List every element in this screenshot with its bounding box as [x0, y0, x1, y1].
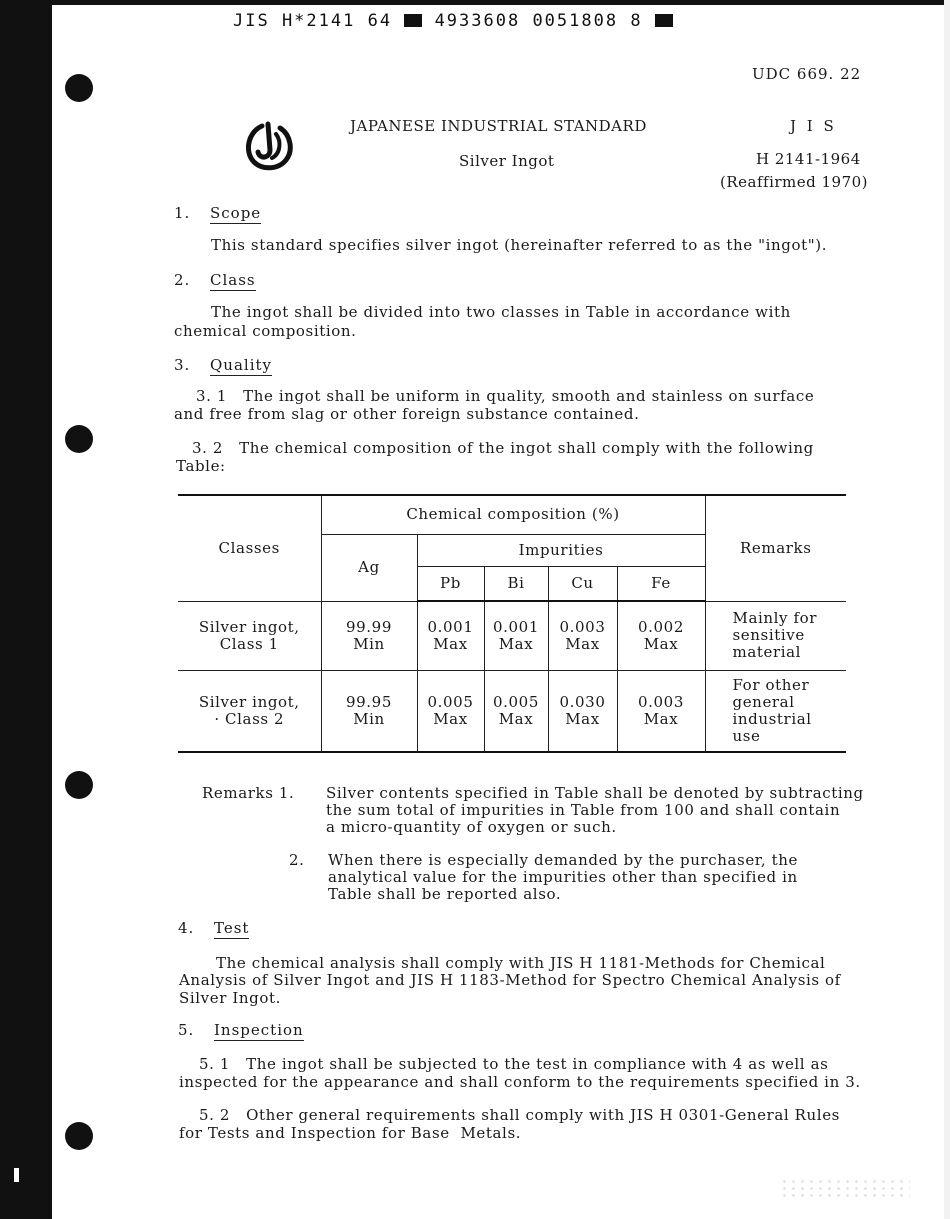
- cell-bi: 0.001 Max: [484, 601, 548, 670]
- quality-3-2-line2: Table:: [176, 457, 226, 475]
- inspection-5-2-line1: 5. 2 Other general requirements shall comply with JIS H 0301-General Rules: [199, 1106, 840, 1124]
- table-row: [178, 601, 846, 670]
- standard-number: H 2141-1964: [756, 150, 861, 168]
- inspection-5-2-line2: for Tests and Inspection for Base Metals.: [179, 1124, 522, 1142]
- inspection-5-1-line1: 5. 1 The ingot shall be subjected to the test in compliance with 4 as well as: [199, 1055, 829, 1073]
- cell-pb: 0.001 Max: [417, 601, 484, 670]
- remark-2: When there is especially demanded by the purchaser, the analytical value for the impurities other than specified in Table shall be reported also.: [328, 851, 799, 903]
- quality-3-1-line1: 3. 1 The ingot shall be uniform in quality, smooth and stainless on surface: [196, 387, 815, 405]
- section-heading-test: 4. Test: [178, 919, 250, 937]
- reaffirmed-note: (Reaffirmed 1970): [720, 173, 869, 191]
- scan-specks: [780, 1178, 910, 1198]
- cell-ag: 99.99 Min: [321, 601, 417, 670]
- scan-right-edge: [944, 0, 950, 1219]
- table-row: [178, 670, 846, 752]
- cell-fe: 0.003 Max: [617, 670, 705, 752]
- header-ag: Ag: [321, 534, 417, 601]
- header-bi: Bi: [484, 566, 548, 601]
- section-heading-scope: 1. Scope: [174, 204, 262, 222]
- cell-remarks: Mainly for sensitive material: [705, 601, 846, 670]
- remark-1: Silver contents specified in Table shall be denoted by subtracting the sum total of impurities in Table from 100 and shall contain a micro-quantity of oxygen or such.: [326, 784, 864, 836]
- scan-top-border: [0, 0, 950, 5]
- document-code-line: JIS H*2141 64 4933608 0051808 8: [233, 11, 673, 31]
- cell-ag: 99.95 Min: [321, 670, 417, 752]
- inspection-5-1-line2: inspected for the appearance and shall conform to the requirements specified in 3.: [179, 1073, 861, 1091]
- cell-class: Silver ingot, · Class 2: [178, 670, 321, 752]
- jis-label: J I S: [790, 117, 837, 135]
- punch-hole-1: [65, 74, 93, 102]
- scan-edge-mark: [14, 1168, 19, 1182]
- standard-heading: JAPANESE INDUSTRIAL STANDARD: [350, 117, 647, 135]
- remark-2-number: 2.: [289, 851, 305, 869]
- quality-3-2-line1: 3. 2 The chemical composition of the ingot shall comply with the following: [192, 439, 814, 457]
- header-remarks: Remarks: [705, 495, 846, 601]
- section-heading-inspection: 5. Inspection: [178, 1021, 304, 1039]
- cell-bi: 0.005 Max: [484, 670, 548, 752]
- cell-fe: 0.002 Max: [617, 601, 705, 670]
- cell-cu: 0.030 Max: [548, 670, 617, 752]
- header-pb: Pb: [417, 566, 484, 601]
- remarks-label: Remarks 1.: [202, 784, 295, 802]
- header-chemical-composition: Chemical composition (%): [321, 495, 705, 534]
- scope-text: This standard specifies silver ingot (hereinafter referred to as the "ingot").: [211, 236, 828, 254]
- section-heading-quality: 3. Quality: [174, 356, 272, 374]
- quality-3-1-line2: and free from slag or other foreign substance contained.: [174, 405, 640, 423]
- header-classes: Classes: [178, 495, 321, 601]
- test-text-line1: The chemical analysis shall comply with JIS H 1181-Methods for Chemical: [216, 954, 826, 972]
- punch-hole-3: [65, 771, 93, 799]
- test-text-line3: Silver Ingot.: [179, 989, 281, 1007]
- document-title: Silver Ingot: [459, 152, 555, 170]
- punch-hole-4: [65, 1122, 93, 1150]
- scan-left-border: [0, 0, 52, 1219]
- header-cu: Cu: [548, 566, 617, 601]
- chemical-composition-table: [178, 494, 846, 753]
- jis-mark-icon: [242, 120, 296, 172]
- test-text-line2: Analysis of Silver Ingot and JIS H 1183-Method for Spectro Chemical Analysis of: [179, 971, 841, 989]
- class-text-line1: The ingot shall be divided into two classes in Table in accordance with: [211, 303, 791, 321]
- cell-remarks: For other general industrial use: [705, 670, 846, 752]
- cell-class: Silver ingot, Class 1: [178, 601, 321, 670]
- class-text-line2: chemical composition.: [174, 322, 357, 340]
- punch-hole-2: [65, 425, 93, 453]
- header-impurities: Impurities: [417, 534, 705, 566]
- udc-number: UDC 669. 22: [752, 65, 862, 83]
- cell-cu: 0.003 Max: [548, 601, 617, 670]
- cell-pb: 0.005 Max: [417, 670, 484, 752]
- section-heading-class: 2. Class: [174, 271, 256, 289]
- header-fe: Fe: [617, 566, 705, 601]
